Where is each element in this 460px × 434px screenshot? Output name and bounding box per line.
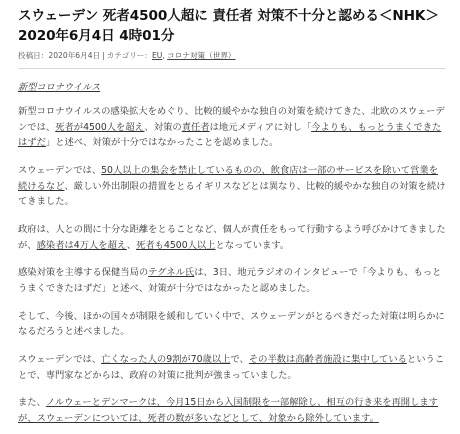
- highlight-deaths: 死者が4500人を超え: [55, 121, 145, 133]
- category-link-covid-world[interactable]: コロナ対策（世界）: [167, 51, 236, 60]
- highlight-care-homes: その半数は高齢者施設に集中している: [248, 354, 407, 366]
- highlight-tegnell: テグネル氏: [148, 267, 195, 279]
- article-body: [18, 104, 446, 427]
- title-divider: [18, 68, 446, 69]
- paragraph-4: 感染対策を主導する保健当局のテグネル氏は、3日、地元ラジオのインタビューで「今よりも、もっとうまくできたはずだ」と述べ、対策が十分ではなかったと認めました。: [18, 267, 442, 294]
- highlight-deaths-total: 死者も4500人以上: [136, 239, 216, 251]
- section-title: 新型コロナウイルス: [18, 82, 101, 93]
- posted-date: 投稿日：2020年6月4日: [18, 51, 101, 60]
- highlight-official: 責任者: [181, 121, 210, 133]
- paragraph-3: 政府は、人との間に十分な距離をとることなど、個人が責任をもって行動するよう呼びかけてきましたが、感染者は4万人を超え、死者も4500人以上となっています。: [18, 223, 446, 251]
- paragraph-6: スウェーデンでは、亡くなった人の9割が70歳以上で、その半数は高齢者施設に集中しているということで、専門家などからは、政府の対策に批判が強まっていました。: [18, 354, 445, 381]
- paragraph-7: また、ノルウェーとデンマークは、今月15日から入国制限を一部解除し、相互の行き来を再開しますが、スウェーデンについては、死者の数が多いなどとして、対象から除外しています。: [18, 397, 438, 425]
- post-meta: 投稿日：2020年6月4日 | カテゴリー：EU, コロナ対策（世界）: [18, 51, 236, 60]
- highlight-infections: 感染者は4万人を超え: [36, 239, 127, 251]
- paragraph-2: スウェーデンでは、50人以上の集会を禁止しているものの、飲食店は一部のサービスを除いて営業を続けるなど、厳しい外出制限の措置をとるイギリスなどとは異なり、比較的緩やかな独自の対策を続けてきました。: [18, 164, 446, 208]
- highlight-age: 亡くなった人の9割が70歳以上: [101, 354, 231, 366]
- category-label: カテゴリー：: [106, 51, 152, 60]
- paragraph-1: 新型コロナウイルスの感染拡大をめぐり、比較的緩やかな独自の対策を続けてきた、北欧のスウェーデンでは、死者が4500人を超え、対策の責任者は地元メディアに対し「今よりも、もっとうまくできたはずだ」と述べ、対策が十分ではなかったことを認めました。: [18, 106, 445, 149]
- paragraph-5: そして、今後、ほかの国々が制限を緩和していく中で、スウェーデンがとるべきだった対策は明らかになるだろうと述べました。: [18, 310, 445, 338]
- highlight-quote: 今よりも、もっとうまくできたはずだ: [18, 121, 442, 149]
- highlight-nordic-travel: ノルウェーとデンマークは、今月15日から入国制限を一部解除し、相互の行き来を再開しますが、スウェーデンについては、死者の数が多いなどとして、対象から除外しています。: [18, 397, 438, 425]
- highlight-gathering-ban: 50人以上の集会を禁止しているものの、: [101, 164, 271, 176]
- category-link-eu[interactable]: EU: [151, 51, 163, 60]
- article-title: スウェーデン 死者4500人超に 責任者 対策不十分と認める＜NHK＞2020年6月4日 4時01分: [18, 8, 439, 44]
- highlight-restaurants: 飲食店は一部のサービスを除いて営業を続けるなど: [18, 164, 438, 192]
